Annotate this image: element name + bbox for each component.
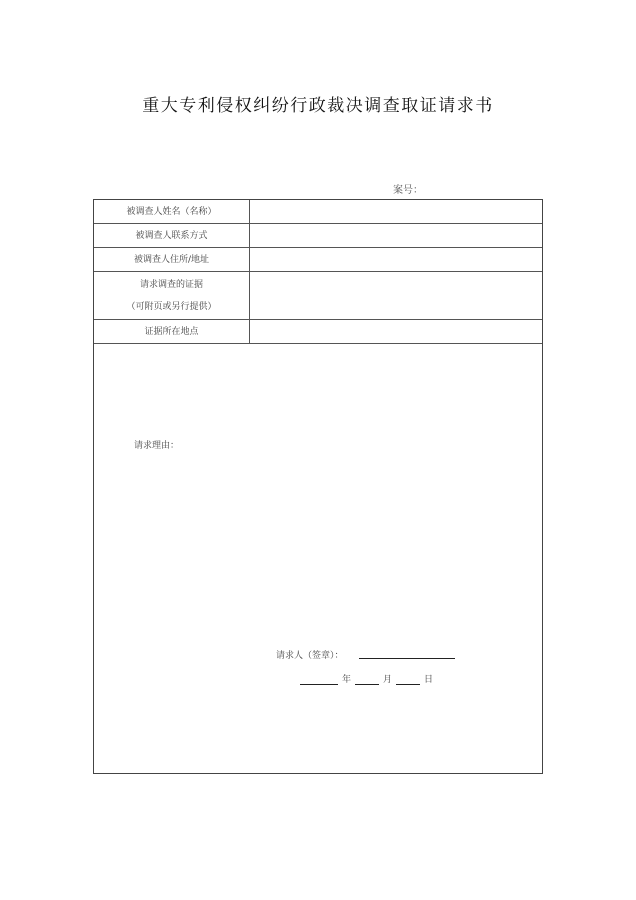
form-row-respondent-name xyxy=(94,200,542,224)
request-form xyxy=(93,199,543,774)
request-reason-label: 请求理由： xyxy=(134,441,180,451)
respondent-address-label: 被调查人住所/地址 xyxy=(94,248,250,271)
form-row-evidence-location xyxy=(94,320,542,344)
year-label: 年 xyxy=(342,675,352,685)
evidence-requested-label-line2: （可附页或另行提供） xyxy=(126,301,217,312)
respondent-contact-label: 被调查人联系方式 xyxy=(94,224,250,247)
respondent-address-field[interactable] xyxy=(250,248,542,271)
form-row-respondent-contact xyxy=(94,224,542,248)
signature-date xyxy=(300,672,433,685)
form-row-evidence-requested xyxy=(94,272,542,320)
day-blank[interactable] xyxy=(396,674,420,685)
year-blank[interactable] xyxy=(300,674,338,685)
evidence-requested-field[interactable] xyxy=(250,272,542,319)
month-label: 月 xyxy=(383,675,393,685)
evidence-requested-label-line1: 请求调查的证据 xyxy=(139,279,203,290)
respondent-name-field[interactable] xyxy=(250,200,542,223)
day-label: 日 xyxy=(424,675,434,685)
evidence-location-field[interactable] xyxy=(250,320,542,343)
evidence-requested-label xyxy=(94,272,250,319)
month-blank[interactable] xyxy=(355,674,379,685)
evidence-location-label: 证据所在地点 xyxy=(94,320,250,343)
respondent-contact-field[interactable] xyxy=(250,224,542,247)
respondent-name-label: 被调查人姓名（名称） xyxy=(94,200,250,223)
case-number-label: 案号： xyxy=(393,185,423,196)
requester-signature-line[interactable] xyxy=(359,658,455,659)
requester-signature-label: 请求人（签章）： xyxy=(276,651,344,661)
form-row-respondent-address xyxy=(94,248,542,272)
document-title: 重大专利侵权纠纷行政裁决调查取证请求书 xyxy=(142,96,494,116)
